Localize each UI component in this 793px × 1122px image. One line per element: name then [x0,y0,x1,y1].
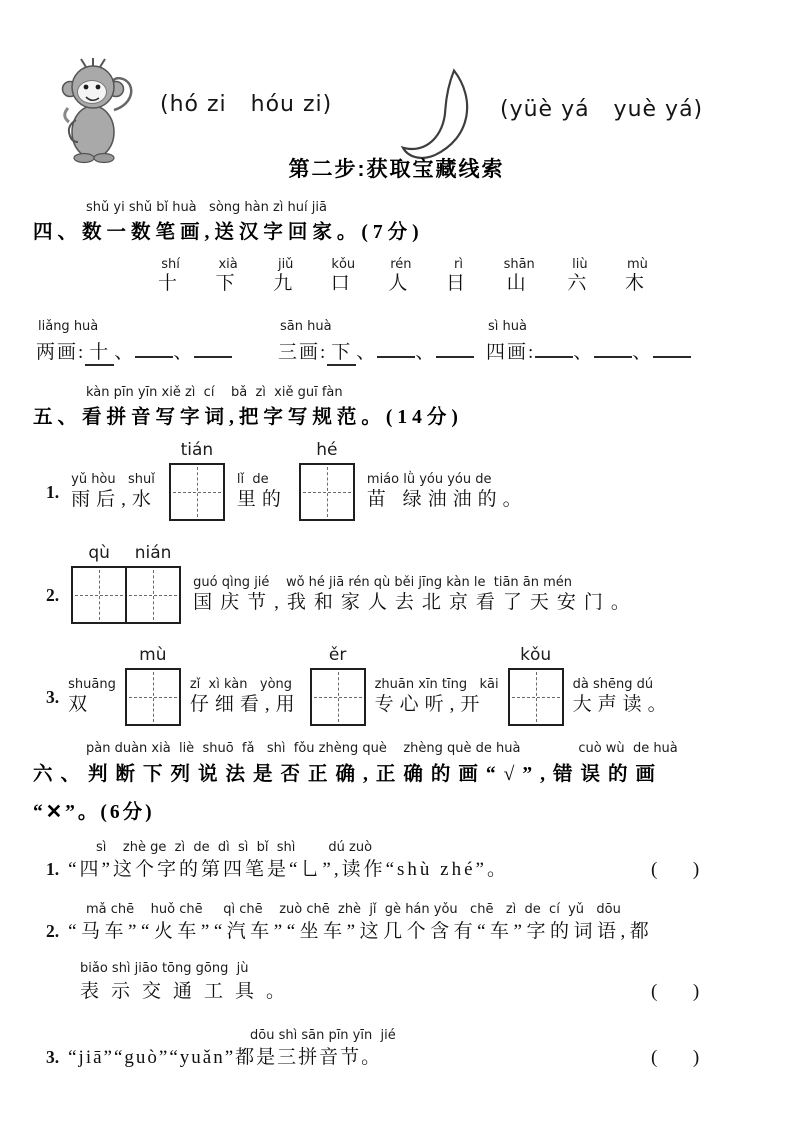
group-pinyin: sān huà [280,319,332,334]
char-pinyin: jiǔ [277,257,294,272]
moon-pinyin-choice[interactable]: (yüè yá yuè yá) [500,97,704,122]
writing-grid[interactable] [169,440,225,521]
section6-title-line2: “✕”。(6分) [33,802,155,823]
section5-title: 五、看拼音写字词,把字写规范。(14分) [33,407,463,428]
answer-blank[interactable] [377,339,415,358]
monkey-icon [58,58,140,164]
char-hanzi: 口 [330,273,356,294]
char-pinyin: shān [503,257,535,272]
char-hanzi: 人 [388,273,414,294]
char-pinyin: shí [161,257,180,272]
step-header: 第二步:获取宝藏线索 [288,158,505,181]
char-hanzi: 十 [158,273,184,294]
answer-parentheses[interactable]: ( ) [651,859,701,880]
group-four-strokes: sì huà 四画: 、 、 [486,320,691,364]
char-pinyin: mù [627,257,648,272]
grid-pinyin: qù [88,543,110,563]
question-6-1-pinyin: sì zhè ge zì de dì sì bǐ shì dú zuò [96,840,373,855]
grid-pinyin: hé [316,440,338,460]
answer-blank[interactable] [194,339,232,358]
char-item[interactable] [446,258,471,296]
char-item[interactable] [504,258,535,296]
group-pinyin: liǎng huà [38,319,99,334]
char-pinyin: rì [453,257,463,272]
double-writing-grid [71,543,181,624]
char-hanzi: 六 [567,273,593,294]
group-label: 两画: [36,342,86,363]
char-hanzi: 下 [215,273,241,294]
question-6-2-pinyin-line1: mǎ chē huǒ chē qì chē zuò chē zhè jǐ gè hán yǒu chē zì de cí yǔ dōu [86,902,621,917]
example-char: 下 [327,337,356,366]
group-three-strokes: sān huà 三画: 下 、 、 [278,320,474,366]
writing-grid[interactable] [508,645,564,726]
question-6-2: 2. “马车”“火车”“汽车”“坐车”这几个含有“车”字的词语,都 [46,921,654,942]
group-pinyin: sì huà [488,319,527,334]
char-item[interactable] [625,258,650,296]
question-6-1: 1. “四”这个字的第四笔是“乚”,读作“shù zhé”。 [46,859,509,880]
grid-pinyin: mù [139,645,167,665]
answer-blank[interactable] [594,339,632,358]
question-6-3: 3. “jiā”“guò”“yuǎn”都是三拼音节。 [46,1047,383,1068]
question-number: 2. [46,921,60,941]
answer-blank[interactable] [653,339,691,358]
char-item[interactable] [273,258,298,296]
answer-blank[interactable] [436,339,474,358]
grid-pinyin: ěr [328,645,347,665]
char-item[interactable] [388,258,413,296]
character-bank [158,258,650,296]
writing-grid[interactable] [310,645,366,726]
answer-blank[interactable] [135,339,173,358]
writing-grid[interactable] [125,543,181,624]
answer-parentheses[interactable]: ( ) [651,981,701,1002]
text-segment: yǔ hòu shuǐ 雨后,水 [71,471,157,510]
char-item[interactable] [158,258,183,296]
question-number: 2. [46,584,60,605]
question-number: 3. [46,686,60,707]
char-item[interactable] [567,258,592,296]
section6-pinyin: pàn duàn xià liè shuō fǎ shì fǒu zhèng què zhèng què de huà cuò wù de huà [86,741,678,756]
char-hanzi: 日 [445,273,471,294]
text-segment: miáo lǜ yóu yóu de 苗 绿油油的。 [366,471,528,510]
char-item[interactable] [216,258,241,296]
question-5-1 [46,440,528,522]
question-number: 3. [46,1047,60,1067]
char-item[interactable] [331,258,356,296]
char-pinyin: liù [572,257,588,272]
section6-title-line1: 六、判断下列说法是否正确,正确的画“√”,错误的画 [33,764,663,785]
answer-parentheses[interactable]: ( ) [651,1047,701,1068]
question-6-2-line2: 表示交通工具。 [80,981,298,1002]
moon-icon [383,64,475,164]
question-number: 1. [46,859,60,879]
char-pinyin: rén [390,257,412,272]
group-label: 四画: [486,342,536,363]
question-5-3 [46,645,673,726]
grid-pinyin: nián [134,543,172,563]
section4-pinyin: shǔ yi shǔ bǐ huà sòng hàn zì huí jiā [86,200,327,215]
group-two-strokes: liǎng huà 两画: 十 、 、 [36,320,232,366]
text-segment: guó qìng jié wǒ hé jiā rén qù běi jīng kàn le tiān ān mén 国庆节,我和家人去北京看了天安门。 [193,574,638,613]
text-segment: zhuān xīn tīng kāi 专心听,开 [374,676,499,715]
section5-pinyin: kàn pīn yīn xiě zì cí bǎ zì xiě guī fàn [86,385,343,400]
text-segment: zǐ xì kàn yòng 仔细看,用 [189,676,301,715]
writing-grid[interactable] [299,440,355,521]
char-pinyin: kǒu [331,257,356,272]
example-char: 十 [85,337,114,366]
grid-pinyin: tián [180,440,214,460]
writing-grid[interactable] [125,645,181,726]
question-6-2-pinyin-line2: biǎo shì jiāo tōng gōng jù [80,961,249,976]
grid-pinyin: kǒu [520,645,552,665]
char-hanzi: 九 [273,273,299,294]
char-pinyin: xià [218,257,238,272]
question-6-3-pinyin: dōu shì sān pīn yīn jié [250,1028,396,1043]
question-5-2 [46,543,638,624]
answer-blank[interactable] [535,339,573,358]
writing-grid[interactable] [71,543,127,624]
monkey-pinyin-choice[interactable]: (hó zi hóu zi) [160,92,333,117]
text-segment: lǐ de 里的 [236,471,287,510]
question-number: 1. [46,481,60,502]
char-hanzi: 木 [624,273,650,294]
char-hanzi: 山 [506,273,532,294]
text-segment: dà shēng dú 大声读。 [572,676,673,715]
section4-title: 四、数一数笔画,送汉字回家。(7分) [33,222,424,243]
group-label: 三画: [278,342,328,363]
text-segment: shuāng 双 [68,676,116,715]
